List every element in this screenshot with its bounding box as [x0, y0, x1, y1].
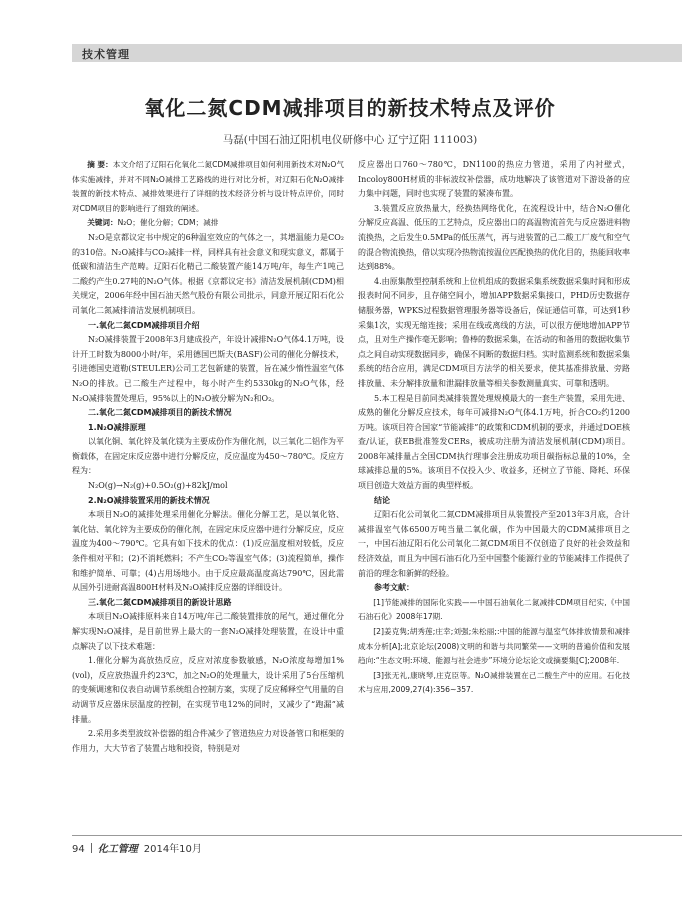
reaction-equation: N₂O(g)→N₂(g)+0.5O₂(g)+82kJ/mol — [88, 481, 228, 491]
article-title: 氧化二氮CDM减排项目的新技术特点及评价 — [144, 96, 556, 120]
section-header-bar — [72, 44, 682, 62]
section-3-item-4: 4.由原集散型控制系统和上位机组成的数据采集系统数据采集时间和形成报表时间不同步，且存储空间小，增加APP数据采集接口，PHD历史数据存储服务器，WPKS过程数据管理服务器等设备后，保证通信可靠，可达到1秒采集1次，实现无缩连接；采用在线或离线的方法，可以很方便地增加APP节点，且对生产操作毫无影响；鲁棒的数据采集，在活动的和备用的数据收集节点之间自动实现数据同步，确保不间断的数据归档。实时监测系统和数据采集系统的结合应用，满足CDM项目方法学的相关要求，使其基准排放量、旁路排放量、未分解排放量和泄漏排放量等相关参数测量真实、可靠和透明。 — [358, 276, 630, 388]
section-heading-1: 一.氧化二氮CDM减排项目介绍 — [88, 320, 200, 330]
subsection-heading-2-1: 1.N₂O减排原理 — [88, 422, 146, 432]
reference-item: [1]节能减排的国际化实践——中国石油氧化二氮减排CDM项目纪实,《中国石油石化》2008年17期. — [358, 597, 630, 622]
keywords-paragraph — [72, 216, 344, 231]
conclusion-paragraph: 辽阳石化公司氧化二氮CDM减排项目从装置投产至2013年3月底，合计减排温室气体6500万吨当量二氧化碳，作为中国最大的CDM减排项目之一，中国石油辽阳石化公司氧化二氮CDM项目不仅创造了良好的社会效益和经济效益，而且为中国石油石化乃至中国整个能源行业的节能减排工作提供了前沿的理念和新鲜的经验。 — [358, 510, 630, 578]
abstract-label: 摘 要： — [87, 160, 113, 169]
subsection-2-1-paragraph: 以氧化铜、氧化锌及氧化镁为主要成份作为催化剂，以三氧化二铝作为平衡载体，在固定床反应器中进行分解反应，反应温度为450～780℃。反应方程为： — [72, 437, 344, 476]
section-label: 技术管理 — [82, 48, 130, 61]
reference-item: [3]张无礼,康晓琴,庄克臣等。N₂O减排装置在己二酸生产中的应用。石化技术与应用,2009,27(4):356~357. — [358, 670, 630, 695]
keywords-text: N₂O；催化分解；CDM；减排 — [117, 218, 219, 228]
section-3-paragraph: 本项目N₂O减排原料来自14万吨/年己二酸装置排放的尾气，通过催化分解实现N₂O减排，是目前世界上最大的一套N₂O减排处理装置，在设计中重点解决了以下技术难题： — [72, 612, 344, 651]
intro-paragraph: N₂O是京都议定书中规定的6种温室效应的气体之一，其增温能力是CO₂的310倍。N₂O减排与CO₂减排一样，同样具有社会意义和现实意义，都属于低碳和清洁生产范畴。辽阳石化精己二酸装置产能14万吨/年，每生产1吨己二酸约产生0.27吨的N₂O气体。根据《京都议定书》清洁发展机制(CDM)相关规定，2006年经中国石油天然气股份有限公司批示，同意开展辽阳石化公司氧化二氮减排清洁发展机制项目。 — [72, 232, 344, 315]
page-footer — [72, 840, 202, 855]
abstract-text: 本文介绍了辽阳石化氧化二氮CDM减排项目如何利用新技术对N₂O气体实施减排，并对不同N₂O减排工艺路线的进行对比分析，对辽阳石化N₂O减排装置的新技术特点、减排效果进行了详细的技术经济分析与设计特点评价，同时对CDM项目的影响进行了细致的阐述。 — [72, 160, 344, 213]
abstract-paragraph — [72, 158, 344, 216]
section-3-item-5: 5.本工程是目前同类减排装置处理规模最大的一套生产装置，采用先进、成熟的催化分解反应技术，每年可减排N₂O气体4.1万吨，折合CO₂约1200万吨。该项目符合国家“节能减排”的政策和CDM机制的要求，并通过DOE核查/认证，获EB批准签发CERs，被成功注册为清洁发展机制(CDM)项目。2008年减排量占全国CDM执行理事会注册成功项目碳指标总量的10%，全球减排总量的5%。该项目不仅投入少、收益多，还树立了节能、降耗、环保项目创造大效益方面的典型样板。 — [358, 393, 630, 491]
keywords-label: 关键词： — [87, 218, 118, 228]
section-heading-3: 三.氧化二氮CDM减排项目的新设计思路 — [88, 597, 232, 607]
section-3-item-2-continued: 反应器出口760～780℃，DN1100的热应力管道，采用了内衬壁式，Incoloy800H材质的非标波纹补偿器，成功地解决了该管道对下游设备的应力集中问题，同时也实现了装置的紧凑布置。 — [358, 160, 630, 199]
issue-date: 2014年10月 — [143, 844, 202, 855]
section-heading-2: 二.氧化二氮CDM减排项目的新技术情况 — [88, 408, 232, 418]
section-3-item-1: 1.催化分解为高放热反应，反应对浓度参数敏感，N₂O浓度每增加1%(vol)，反应放热温升约23℃，加之N₂O的处理量大，设计采用了5台压缩机的变频调速和仪表自动调节系统组合控制方案，实现了反应稀释空气用量的自动调节反应器床层温度的控制，在实现节电12%的同时，又减少了“跑漏”减排量。 — [72, 656, 344, 724]
article-author: 马磊(中国石油辽阳机电仪研修中心 辽宁辽阳 111003) — [222, 134, 478, 146]
footer-divider — [72, 835, 682, 836]
left-column — [72, 158, 344, 756]
magazine-name: 化工管理 — [97, 844, 138, 855]
right-column — [358, 158, 630, 698]
reference-item: [2]姜克隽;胡秀莲;庄幸;刘强;朱松丽;:中国的能源与温室气体排放情景和减排成本分析[A];北京论坛(2008)文明的和谐与共同繁荣——文明的普遍价值和发展趋向:“生态文明:环境、能源与社会进步”环境分论坛论文或摘要集[C];2008年. — [358, 627, 630, 666]
footer-separator — [91, 843, 92, 853]
section-1-paragraph: N₂O减排装置于2008年3月建成投产，年设计减排N₂O气体4.1万吨，设计开工时数为8000小时/年，采用德国巴斯夫(BASF)公司的催化分解技术，引进德国史道勒(STEULER)公司工艺包新建的装置，旨在减少惰性温室气体N₂O的排放。已二酸生产过程中，每小时产生约5330kg的N₂O气体，经N₂O减排装置处理后，95%以上的N₂O被分解为N₂和O₂。 — [72, 335, 344, 403]
subsection-2-2-paragraph: 本项目N₂O的减排处理采用催化分解法。催化分解工艺，是以氧化铬、氧化钴、氧化锌为主要成份的催化剂，在固定床反应器中进行分解反应，反应温度为400～790℃。它具有如下技术的优点：(1)反应温度相对较低，反应条件相对平和；(2)不消耗燃料；不产生CO₂等温室气体；(3)流程简单，操作和维护简单、可靠；(4)占用场地小。由于反应最高温度高达790℃，因此需从国外引进耐高温800H材料及N₂O减排反应器的详细设计。 — [72, 510, 344, 593]
subsection-heading-2-2: 2.N₂O减排装置采用的新技术情况 — [88, 495, 210, 505]
page-number: 94 — [72, 844, 85, 855]
section-3-item-3: 3.装置反应放热量大，经换热网络优化，在流程设计中，结合N₂O催化分解反应高温、低压的工艺特点，反应器出口的高温物流首先与反应器进料物流换热，之后发生0.5MPa的低压蒸气，再与进装置的己二酸工厂废气和空气的混合物流换热，借以实现冷热物流按温位匹配换热的优化目的，热能回收率达到88%。 — [358, 203, 630, 272]
conclusion-heading: 结论 — [374, 495, 390, 505]
section-3-item-2: 2.采用多类型波纹补偿器的组合件减少了管道热应力对设备管口和框架的作用力，大大节省了装置占地和投资，特别是对 — [72, 729, 344, 753]
references-heading: 参考文献： — [374, 583, 414, 593]
